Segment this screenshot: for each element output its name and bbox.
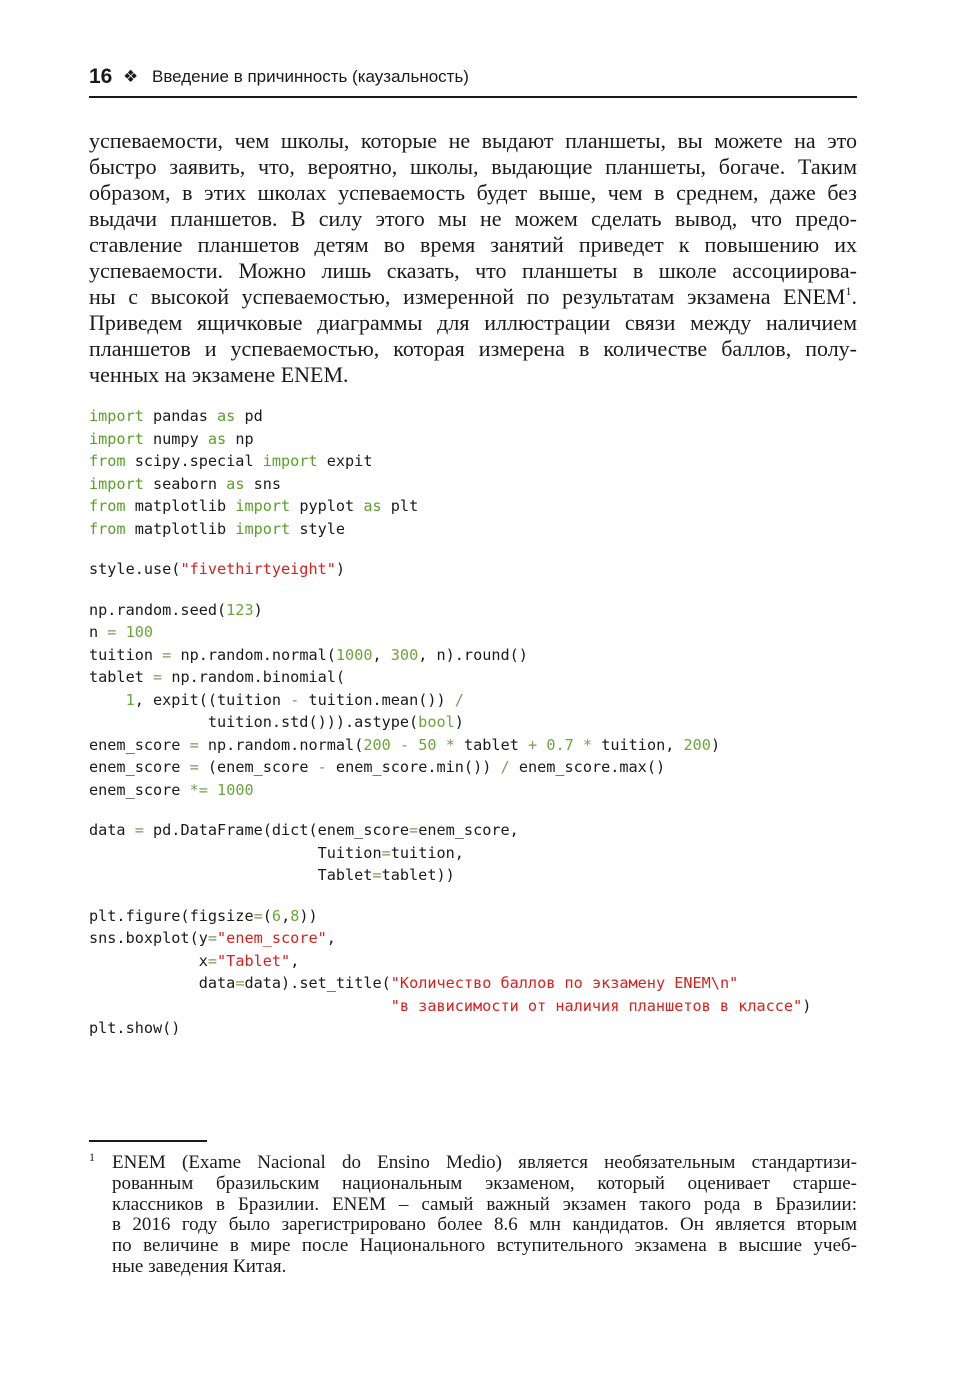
code-string: "enem_score" bbox=[217, 929, 327, 947]
code-operator: = bbox=[253, 906, 263, 925]
code-token bbox=[537, 736, 546, 754]
code-operator: / bbox=[454, 690, 464, 709]
code-token: sns.boxplot(y bbox=[89, 929, 208, 947]
code-token: scipy.special bbox=[125, 452, 263, 470]
paragraph-line bbox=[89, 206, 857, 232]
code-line bbox=[89, 599, 811, 622]
paragraph-line bbox=[89, 284, 857, 310]
code-operator: = bbox=[107, 623, 117, 641]
code-keyword: from bbox=[89, 497, 126, 515]
footnote-divider bbox=[89, 1140, 207, 1142]
code-token: , bbox=[281, 906, 291, 925]
code-line bbox=[89, 405, 811, 428]
code-operator: = bbox=[134, 821, 144, 839]
footnote-line: по величине в мире после Национального вступительного экзамена в высшие учеб- bbox=[112, 1235, 857, 1257]
line-text: планшетов и успеваемостью, которая измерена в количестве баллов, полу- bbox=[89, 336, 857, 361]
code-token: x bbox=[89, 951, 208, 970]
code-token: ) bbox=[454, 713, 464, 731]
code-line bbox=[89, 779, 811, 802]
code-token: ) bbox=[802, 996, 812, 1015]
code-token: ) bbox=[335, 560, 346, 578]
code-keyword: import bbox=[262, 452, 318, 470]
code-blank-line bbox=[89, 801, 811, 819]
code-blank-line bbox=[89, 887, 811, 905]
code-token: style.use( bbox=[89, 560, 181, 578]
footnote-mark: 1 bbox=[89, 1150, 95, 1164]
code-token: style bbox=[290, 519, 346, 538]
code-token: tuition bbox=[89, 645, 163, 664]
code-token: matplotlib bbox=[125, 497, 236, 515]
code-line bbox=[89, 842, 811, 865]
paragraph-line bbox=[89, 362, 857, 388]
code-number: 300 bbox=[390, 645, 419, 664]
code-token: matplotlib bbox=[125, 519, 236, 538]
paragraph-line bbox=[89, 258, 857, 284]
code-operator: = bbox=[153, 668, 163, 686]
code-token: enem_score bbox=[89, 780, 190, 799]
code-operator: - bbox=[399, 735, 410, 754]
code-keyword: as bbox=[217, 407, 236, 425]
code-operator: * bbox=[582, 735, 593, 754]
code-operator: + bbox=[528, 735, 538, 754]
code-number: 1000 bbox=[217, 780, 254, 799]
code-token: np.random.normal( bbox=[198, 735, 364, 754]
code-line bbox=[89, 905, 811, 928]
code-token: enem_score bbox=[89, 758, 190, 776]
code-string: "в зависимости от наличия планшетов в классе" bbox=[390, 996, 803, 1015]
code-token: n bbox=[89, 623, 108, 641]
code-token: numpy bbox=[143, 429, 208, 448]
footnote-line: рованным бразильским национальным экзаменом, который оценивает старше- bbox=[112, 1172, 857, 1194]
body-paragraph bbox=[89, 128, 857, 388]
page-number: 16 bbox=[89, 65, 113, 88]
code-token: ( bbox=[262, 906, 272, 925]
code-operator: = bbox=[162, 645, 172, 664]
paragraph-line bbox=[89, 310, 857, 336]
code-token bbox=[391, 736, 400, 754]
code-string: "Количество баллов по экзамену ENEM\n" bbox=[390, 974, 739, 992]
line-text: успеваемости. Можно лишь сказать, что планшеты в школе ассоциирова- bbox=[89, 258, 857, 283]
code-keyword: as bbox=[363, 497, 382, 515]
line-text: успеваемости, чем школы, которые не выдают планшеты, вы можете на это bbox=[89, 128, 857, 153]
code-token: tablet bbox=[454, 735, 529, 754]
code-token: )) bbox=[299, 906, 318, 925]
code-token: np.random.normal( bbox=[171, 645, 336, 664]
code-token: pd bbox=[235, 407, 263, 425]
code-token: data bbox=[89, 974, 236, 992]
code-operator: *= bbox=[189, 780, 208, 799]
code-number: 1000 bbox=[335, 645, 373, 664]
code-string: "Tablet" bbox=[217, 951, 291, 970]
code-string: "fivethirtyeight" bbox=[180, 560, 336, 578]
code-token: tablet)) bbox=[381, 866, 455, 884]
line-text: выдачи планшетов. В силу этого мы не можем сделать вывод, что предо- bbox=[89, 206, 857, 231]
code-keyword: import bbox=[235, 497, 291, 515]
code-operator: = bbox=[189, 758, 199, 776]
code-token: plt bbox=[381, 497, 419, 515]
code-token: np bbox=[226, 429, 254, 448]
code-token: Tuition bbox=[89, 843, 382, 862]
code-line bbox=[89, 428, 811, 451]
code-keyword: import bbox=[89, 407, 144, 425]
code-line bbox=[89, 711, 811, 734]
code-token: Tablet bbox=[89, 866, 373, 884]
line-text: Приведем ящичковые диаграммы для иллюстрации связи между наличием bbox=[89, 310, 857, 335]
code-number: 1 bbox=[125, 690, 135, 709]
code-operator: = bbox=[235, 974, 245, 992]
code-number: 100 bbox=[125, 623, 154, 641]
code-number: 6 bbox=[271, 906, 282, 925]
footnote-line: ENEM (Exame Nacional do Ensino Medio) является необязательным стандартизи- bbox=[112, 1152, 857, 1173]
code-token: tuition, bbox=[592, 735, 684, 754]
code-line bbox=[89, 995, 811, 1018]
code-operator: = bbox=[381, 843, 391, 862]
code-number: 8 bbox=[290, 906, 300, 925]
code-token bbox=[116, 623, 125, 641]
code-token: ) bbox=[253, 600, 263, 619]
code-operator: = bbox=[189, 735, 199, 754]
code-token: enem_score, bbox=[418, 821, 519, 839]
code-token: tablet bbox=[89, 668, 154, 686]
code-token: sns bbox=[244, 474, 282, 493]
code-blank-line bbox=[89, 540, 811, 558]
code-token: np.random.binomial( bbox=[162, 668, 346, 686]
running-header bbox=[89, 64, 857, 98]
code-line bbox=[89, 689, 811, 712]
code-line bbox=[89, 950, 811, 973]
code-line bbox=[89, 1017, 811, 1040]
code-token: tuition, bbox=[390, 843, 464, 862]
code-token: tuition.std())).astype( bbox=[89, 713, 419, 731]
code-token: plt.figure(figsize bbox=[89, 906, 254, 925]
code-token: ) bbox=[710, 735, 721, 754]
code-keyword: as bbox=[207, 429, 227, 448]
code-line bbox=[89, 644, 811, 667]
code-token bbox=[437, 736, 446, 754]
code-operator: / bbox=[500, 758, 510, 776]
code-line bbox=[89, 927, 811, 950]
line-text: быстро заявить, что, вероятно, школы, выдающие планшеты, богаче. Таким bbox=[89, 154, 857, 179]
code-token: , n).round() bbox=[418, 645, 528, 664]
paragraph-line bbox=[89, 154, 857, 180]
paragraph-line bbox=[89, 232, 857, 258]
footnote-line: ные заведения Китая. bbox=[112, 1255, 287, 1277]
code-line bbox=[89, 495, 811, 518]
footnote-text bbox=[112, 1153, 857, 1278]
code-line bbox=[89, 666, 811, 689]
code-keyword: from bbox=[89, 452, 126, 470]
code-operator: - bbox=[290, 690, 300, 709]
code-token: , expit((tuition bbox=[134, 690, 291, 709]
code-token: , bbox=[326, 929, 336, 947]
code-keyword: as bbox=[226, 474, 245, 493]
code-token: data bbox=[89, 821, 135, 839]
paragraph-line bbox=[89, 180, 857, 206]
code-line bbox=[89, 518, 811, 541]
line-text: ченных на экзамене ENEM. bbox=[89, 362, 349, 387]
code-token: , bbox=[290, 951, 300, 970]
code-line bbox=[89, 621, 811, 644]
code-token bbox=[89, 691, 126, 709]
code-token bbox=[574, 736, 583, 754]
code-line bbox=[89, 756, 811, 779]
footnote-line: классников в Бразилии. ENEM – самый важный экзамен такого рода в Бразилии: bbox=[112, 1193, 857, 1215]
code-operator: = bbox=[409, 821, 419, 839]
code-line bbox=[89, 558, 811, 581]
code-token: enem_score bbox=[89, 735, 190, 754]
code-line bbox=[89, 473, 811, 496]
code-token: enem_score.max() bbox=[509, 758, 666, 776]
code-line bbox=[89, 734, 811, 757]
code-token: data).set_title( bbox=[244, 974, 391, 992]
footnote-line: в 2016 году было зарегистрировано более 8.6 млн кандидатов. Он является вторым bbox=[112, 1214, 857, 1236]
code-keyword: from bbox=[89, 519, 126, 538]
code-line bbox=[89, 864, 811, 887]
code-token: (enem_score bbox=[198, 758, 318, 776]
footnote-reference[interactable]: 1 bbox=[845, 284, 852, 298]
line-text: ставление планшетов детям во время занятий приведет к повышению их bbox=[89, 232, 857, 257]
code-token: pandas bbox=[143, 407, 218, 425]
chapter-title: Введение в причинность (каузальность) bbox=[152, 67, 469, 86]
code-token bbox=[89, 997, 391, 1015]
code-number: 50 bbox=[418, 735, 437, 754]
code-number: 200 bbox=[363, 735, 391, 754]
line-text: ны с высокой успеваемостью, измеренной по результатам экзамена ENEM bbox=[89, 284, 846, 309]
code-operator: - bbox=[317, 758, 327, 776]
code-number: 0.7 bbox=[546, 735, 574, 754]
code-operator: * bbox=[445, 735, 455, 754]
code-token: plt.show() bbox=[89, 1019, 181, 1037]
code-line bbox=[89, 972, 811, 995]
code-token: pd.DataFrame(dict(enem_score bbox=[143, 821, 410, 839]
code-line bbox=[89, 819, 811, 842]
code-number: bool bbox=[418, 713, 455, 731]
code-token: seaborn bbox=[143, 474, 227, 493]
code-number: 200 bbox=[683, 735, 711, 754]
code-token: tuition.mean()) bbox=[299, 690, 455, 709]
code-blank-line bbox=[89, 581, 811, 599]
diamond-separator-icon: ❖ bbox=[123, 67, 139, 86]
code-operator: = bbox=[207, 951, 218, 970]
code-token: enem_score.min()) bbox=[326, 758, 501, 776]
code-token: , bbox=[372, 645, 391, 664]
paragraph-line bbox=[89, 336, 857, 362]
code-token: pyplot bbox=[290, 497, 364, 515]
code-token bbox=[208, 781, 217, 799]
paragraph-line bbox=[89, 128, 857, 154]
code-token: expit bbox=[317, 452, 373, 470]
code-line bbox=[89, 450, 811, 473]
code-token bbox=[409, 736, 418, 754]
code-number: 123 bbox=[226, 600, 254, 619]
code-keyword: import bbox=[89, 474, 144, 493]
sentence-period: . bbox=[851, 284, 857, 309]
code-operator: = bbox=[207, 929, 218, 947]
code-keyword: import bbox=[89, 429, 144, 448]
code-token: np.random.seed( bbox=[89, 600, 227, 619]
code-listing bbox=[89, 405, 811, 1040]
line-text: образом, в этих школах успеваемость будет выше, чем в среднем, даже без bbox=[89, 180, 857, 205]
code-operator: = bbox=[372, 866, 382, 884]
code-keyword: import bbox=[235, 519, 291, 538]
